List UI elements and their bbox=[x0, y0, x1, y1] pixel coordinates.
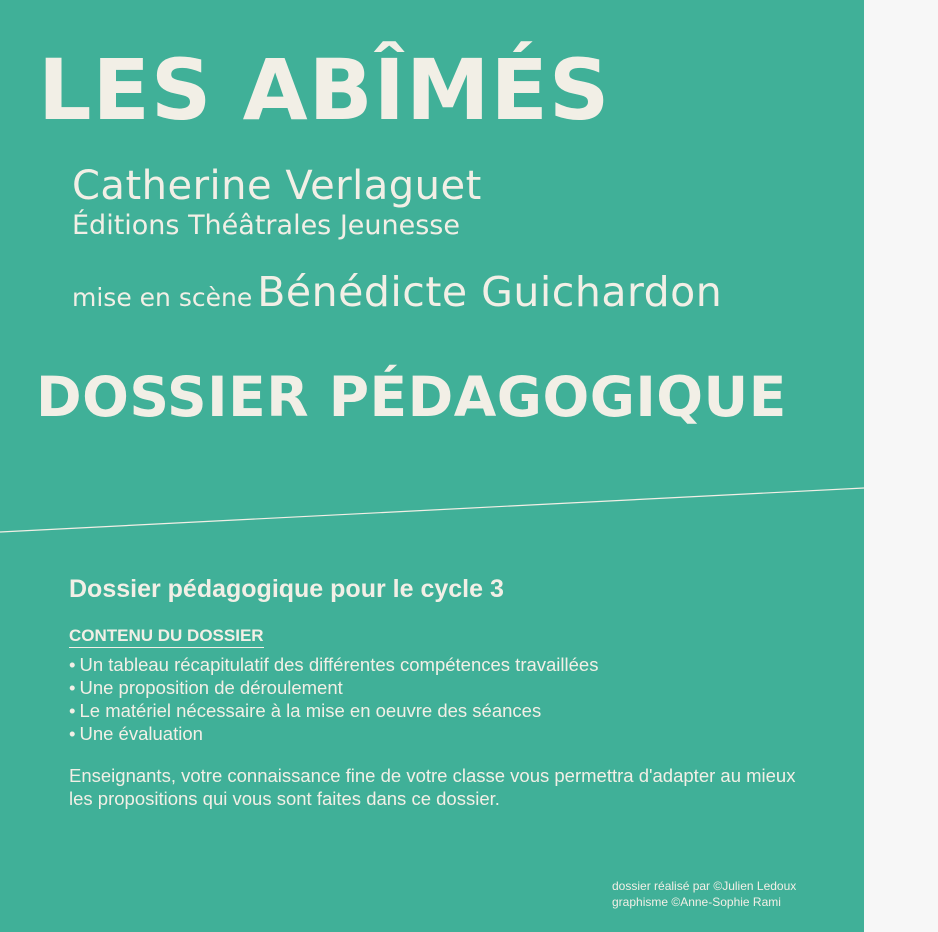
contents-list bbox=[69, 653, 598, 745]
bullet-icon: • bbox=[69, 700, 76, 721]
list-item bbox=[69, 699, 598, 722]
contents-heading: CONTENU DU DOSSIER bbox=[69, 627, 264, 648]
cycle-heading: Dossier pédagogique pour le cycle 3 bbox=[69, 575, 504, 603]
staging-label: mise en scène bbox=[72, 283, 253, 312]
list-item-text: Un tableau récapitulatif des différentes compétences travaillées bbox=[79, 654, 599, 675]
list-item-text: Une proposition de déroulement bbox=[79, 677, 343, 698]
credits bbox=[612, 878, 796, 910]
diagonal-divider bbox=[0, 486, 864, 536]
teacher-note: Enseignants, votre connaissance fine de votre classe vous permettra d'adapter au mieux les propositions qui vous sont faites dans ce dossier. bbox=[69, 765, 796, 809]
dossier-credit: dossier réalisé par ©Julien Ledoux bbox=[612, 879, 797, 893]
list-item bbox=[69, 653, 598, 676]
play-title: LES ABÎMÉS bbox=[38, 41, 611, 139]
document-type-heading: DOSSIER PÉDAGOGIQUE bbox=[36, 365, 787, 429]
publisher-name: Éditions Théâtrales Jeunesse bbox=[72, 210, 460, 241]
list-item-text: Le matériel nécessaire à la mise en oeuvre des séances bbox=[79, 700, 542, 721]
list-item bbox=[69, 722, 598, 745]
staging-credit bbox=[72, 268, 723, 316]
bullet-icon: • bbox=[69, 723, 76, 744]
divider-line bbox=[0, 488, 864, 532]
bullet-icon: • bbox=[69, 654, 76, 675]
director-name: Bénédicte Guichardon bbox=[257, 268, 723, 316]
author-name: Catherine Verlaguet bbox=[72, 163, 482, 209]
list-item bbox=[69, 676, 598, 699]
list-item-text: Une évaluation bbox=[79, 723, 203, 744]
design-credit: graphisme ©Anne-Sophie Rami bbox=[612, 895, 781, 909]
bullet-icon: • bbox=[69, 677, 76, 698]
